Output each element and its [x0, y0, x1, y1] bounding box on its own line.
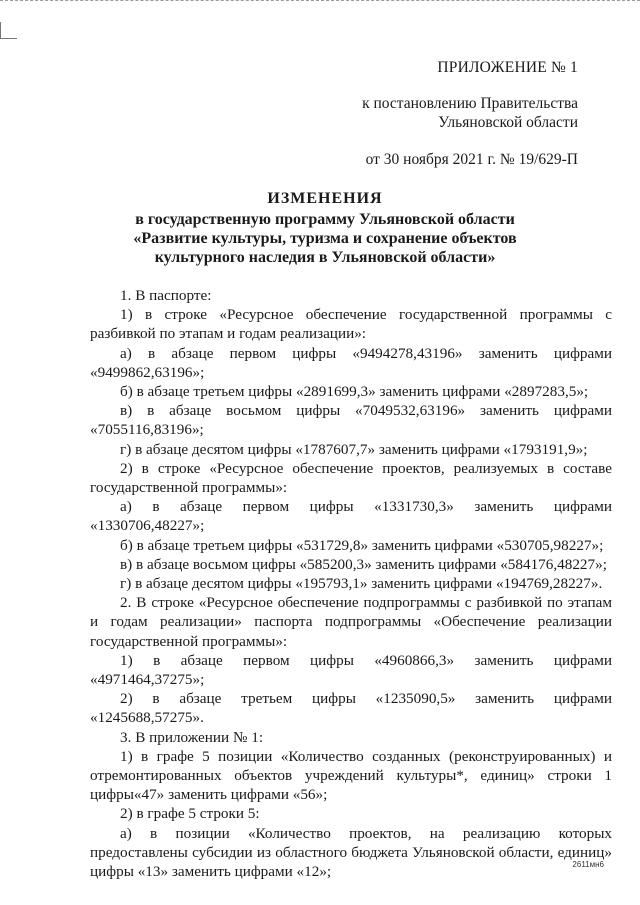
body-paragraph: б) в абзаце третьем цифры «531729,8» заменить цифрами «530705,98227»; [120, 536, 604, 554]
body-paragraph: 1. В паспорте: [120, 287, 212, 304]
document-subtitle-line: в государственную программу Ульяновской области [135, 211, 515, 228]
body-paragraph: 3. В приложении № 1: [120, 728, 264, 746]
body-paragraph: 2. В строке «Ресурсное обеспечение подпрограммы с разбивкой по этапам и годам реализации» паспорта подпрограммы «Обеспечение реализации государственной программы»: [90, 594, 612, 650]
corner-mark [0, 22, 17, 39]
document-subtitle-line: культурного наследия в Ульяновской области» [154, 249, 496, 266]
body-paragraph: 1) в абзаце первом цифры «4960866,3» заменить цифрами «4971464,37275»; [90, 651, 612, 689]
resolution-reference: к постановлению Правительства [362, 95, 578, 112]
appendix-heading: ПРИЛОЖЕНИЕ № 1 [437, 59, 578, 76]
body-paragraph: а) в позиции «Количество проектов, на реализацию которых предоставлены субсидии из областного бюджета Ульяновской области, единиц» цифры «13» заменить цифрами «12»; [90, 824, 612, 881]
body-paragraph: 2) в строке «Ресурсное обеспечение проектов, реализуемых в составе государственной программы»: [90, 459, 612, 497]
region-name: Ульяновской области [438, 114, 578, 131]
body-paragraph: а) в абзаце первом цифры «9494278,43196» заменить цифрами «9499862,63196»; [90, 344, 612, 381]
document-subtitle-line: «Развитие культуры, туризма и сохранение объектов [133, 230, 517, 247]
body-paragraph: г) в абзаце десятом цифры «195793,1» заменить цифрами «194769,28227». [120, 575, 603, 593]
body-paragraph: г) в абзаце десятом цифры «1787607,7» заменить цифрами «1793191,9»; [120, 440, 588, 458]
body-paragraph: 1) в строке «Ресурсное обеспечение государственной программы с разбивкой по этапам и годам реализации»: [90, 306, 612, 343]
body-paragraph: 2) в графе 5 строки 5: [120, 805, 260, 823]
footer-code: 2611мн6 [572, 860, 604, 869]
scan-top-edge [0, 0, 640, 8]
body-paragraph: б) в абзаце третьем цифры «2891699,3» заменить цифрами «2897283,5»; [120, 383, 589, 401]
document-title: ИЗМЕНЕНИЯ [267, 190, 383, 207]
body-paragraph: в) в абзаце восьмом цифры «7049532,63196» заменить цифрами «7055116,83196»; [90, 402, 612, 439]
body-paragraph: 1) в графе 5 позиции «Количество созданных (реконструированных) и отремонтированных объектов учреждений культуры*, единиц» строки 1 цифры«47» заменить цифрами «56»; [90, 747, 612, 804]
body-paragraph: в) в абзаце восьмом цифры «585200,3» заменить цифрами «584176,48227»; [120, 555, 607, 573]
document-body [90, 286, 612, 881]
body-paragraph: 2) в абзаце третьем цифры «1235090,5» заменить цифрами «1245688,57275». [90, 690, 612, 727]
body-paragraph: а) в абзаце первом цифры «1331730,3» заменить цифрами «1330706,48227»; [90, 498, 612, 535]
resolution-date-number: от 30 ноября 2021 г. № 19/629-П [365, 151, 578, 168]
